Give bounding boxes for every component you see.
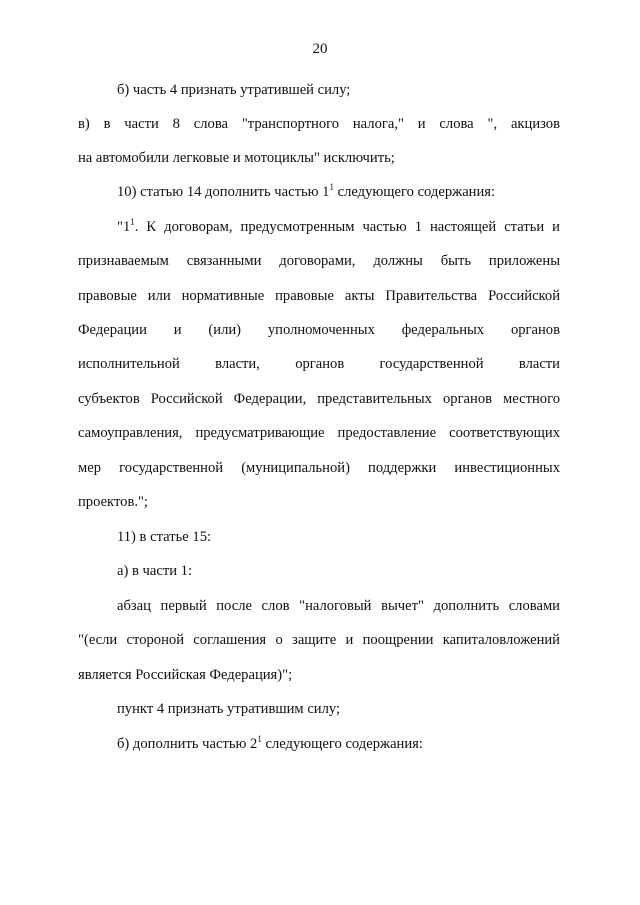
quoted-part-1-1-line6: субъектов Российской Федерации, представительных органов местного — [78, 391, 560, 407]
paragraph-first-abzac-line2: "(если стороной соглашения о защите и поощрении капиталовложений — [78, 632, 560, 648]
paragraph-item-11-article15: 11) в статье 15: — [117, 529, 212, 545]
quoted-part-1-1-line1 — [117, 217, 560, 235]
quoted-part-1-1-line7: самоуправления, предусматривающие предоставление соответствующих — [78, 425, 560, 441]
paragraph-first-abzac-line3: является Российская Федерация)"; — [78, 667, 293, 683]
text-segment: 10) статью 14 дополнить частью 1 — [117, 184, 330, 200]
paragraph-item-b-part4: б) часть 4 признать утратившей силу; — [117, 82, 351, 98]
superscript: 1 — [257, 734, 262, 744]
text-segment: б) дополнить частью 2 — [117, 736, 258, 752]
superscript: 1 — [329, 182, 334, 192]
quoted-part-1-1-line9: проектов."; — [78, 494, 148, 510]
paragraph-item-b-part2-1 — [117, 734, 423, 752]
text-segment: "1 — [117, 219, 131, 235]
paragraph-point4: пункт 4 признать утратившим силу; — [117, 701, 341, 717]
quoted-part-1-1-line8: мер государственной (муниципальной) поддержки инвестиционных — [78, 460, 560, 476]
paragraph-item-v-part8-line1: в) в части 8 слова "транспортного налога," и слова ", акцизов — [78, 116, 560, 132]
text-segment: следующего содержания: — [333, 184, 496, 200]
quoted-part-1-1-line5: исполнительной власти, органов государственной власти — [78, 356, 560, 372]
superscript: 1 — [130, 217, 135, 227]
page-number: 20 — [312, 41, 328, 57]
quoted-part-1-1-line3: правовые или нормативные правовые акты Правительства Российской — [78, 288, 560, 304]
text-segment: следующего содержания: — [261, 736, 423, 752]
paragraph-item-a-part1: а) в части 1: — [117, 563, 193, 579]
quoted-part-1-1-line4: Федерации и (или) уполномоченных федеральных органов — [78, 322, 560, 338]
paragraph-item-10-article14 — [117, 182, 496, 200]
quoted-part-1-1-line2: признаваемым связанными договорами, должны быть приложены — [78, 253, 560, 269]
text-segment: . К договорам, предусмотренным частью 1 настоящей статьи и — [134, 219, 560, 235]
paragraph-item-v-part8-line2: на автомобили легковые и мотоциклы" исключить; — [78, 150, 395, 166]
paragraph-first-abzac-line1: абзац первый после слов "налоговый вычет" дополнить словами — [117, 598, 560, 614]
